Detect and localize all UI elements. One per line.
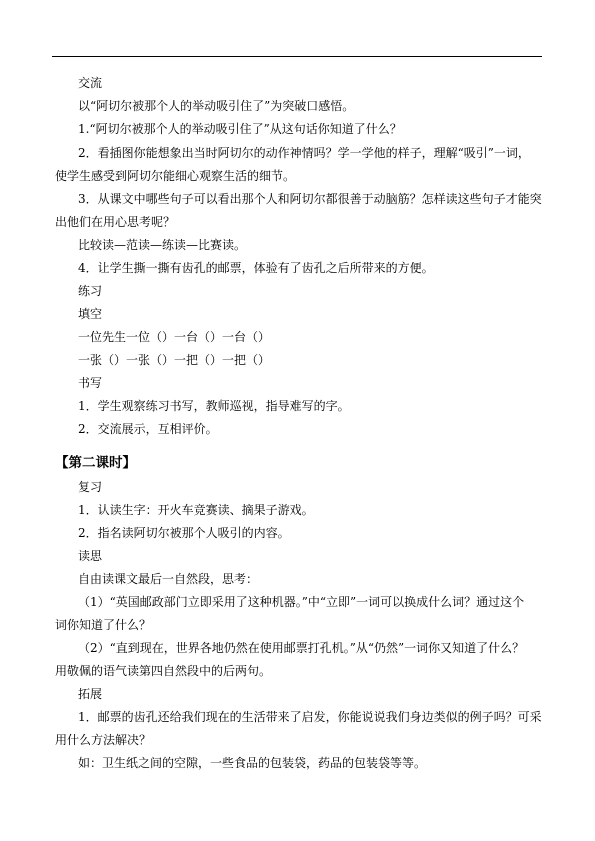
section-label-shuxie: 书写: [78, 376, 103, 390]
section-label-tiankong: 填空: [78, 307, 103, 321]
paragraph-line: 以“阿切尔被那个人的举动吸引住了”为突破口感悟。: [78, 99, 355, 113]
paragraph-line: 比较读—范读—练读—比赛读。: [78, 238, 247, 252]
section-label-lianxi: 练习: [78, 284, 103, 298]
paragraph-line: 4．让学生撕一撕有齿孔的邮票，体验有了齿孔之后所带来的方便。: [78, 261, 434, 275]
paragraph-line: 自由读课文最后一自然段，思考：: [78, 572, 259, 586]
paragraph-line: 1．认读生字：开火车竞赛读、摘果子游戏。: [78, 503, 314, 517]
paragraph-line: 使学生感受到阿切尔能细心观察生活的细节。: [55, 169, 296, 183]
paragraph-line: 如：卫生纸之间的空隙，一些食品的包装袋，药品的包装袋等等。: [78, 756, 427, 770]
paragraph-line: 2．交流展示，互相评价。: [78, 422, 218, 436]
paragraph-line: 1．邮票的齿孔还给我们现在的生活带来了启发，你能说说我们身边类似的例子吗？可采: [78, 710, 542, 724]
lesson-heading: 【第二课时】: [55, 455, 136, 471]
paragraph-line: 2．看插图你能想象出当时阿切尔的动作神情吗？学一学他的样子，理解“吸引”一词，: [78, 146, 530, 160]
header-rule: [52, 56, 542, 57]
paragraph-line: （1）“英国邮政部门立即采用了这种机器。”中“立即”一词可以换成什么词？通过这个: [78, 595, 525, 609]
fill-blank-line: 一张（）一张（）一把（）一把（）: [78, 353, 271, 367]
fill-blank-line: 一位先生一位（）一台（）一台（）: [78, 330, 271, 344]
section-label-jiaoliu: 交流: [78, 76, 103, 90]
paragraph-line: 出他们在用心思考呢？: [55, 215, 176, 229]
paragraph-line: （2）“直到现在，世界各地仍然在使用邮票打孔机。”从“仍然”一词你又知道了什么？: [78, 641, 525, 655]
paragraph-line: 词你知道了什么？: [55, 618, 152, 632]
paragraph-line: 2．指名读阿切尔被那个人吸引的内容。: [78, 526, 290, 540]
section-label-tuozhan: 拓展: [78, 687, 103, 701]
section-label-dusi: 读思: [78, 549, 103, 563]
section-label-fuxi: 复习: [78, 480, 103, 494]
paragraph-line: 3．从课文中哪些句子可以看出那个人和阿切尔都很善于动脑筋？怎样读这些句子才能突: [78, 192, 542, 206]
paragraph-line: 1.“阿切尔被那个人的举动吸引住了”从这句话你知道了什么？: [78, 122, 402, 136]
paragraph-line: 1．学生观察练习书写，教师巡视，指导难写的字。: [78, 399, 350, 413]
paragraph-line: 用敬佩的语气读第四自然段中的后两句。: [55, 664, 272, 678]
paragraph-line: 用什么方法解决？: [55, 733, 152, 747]
